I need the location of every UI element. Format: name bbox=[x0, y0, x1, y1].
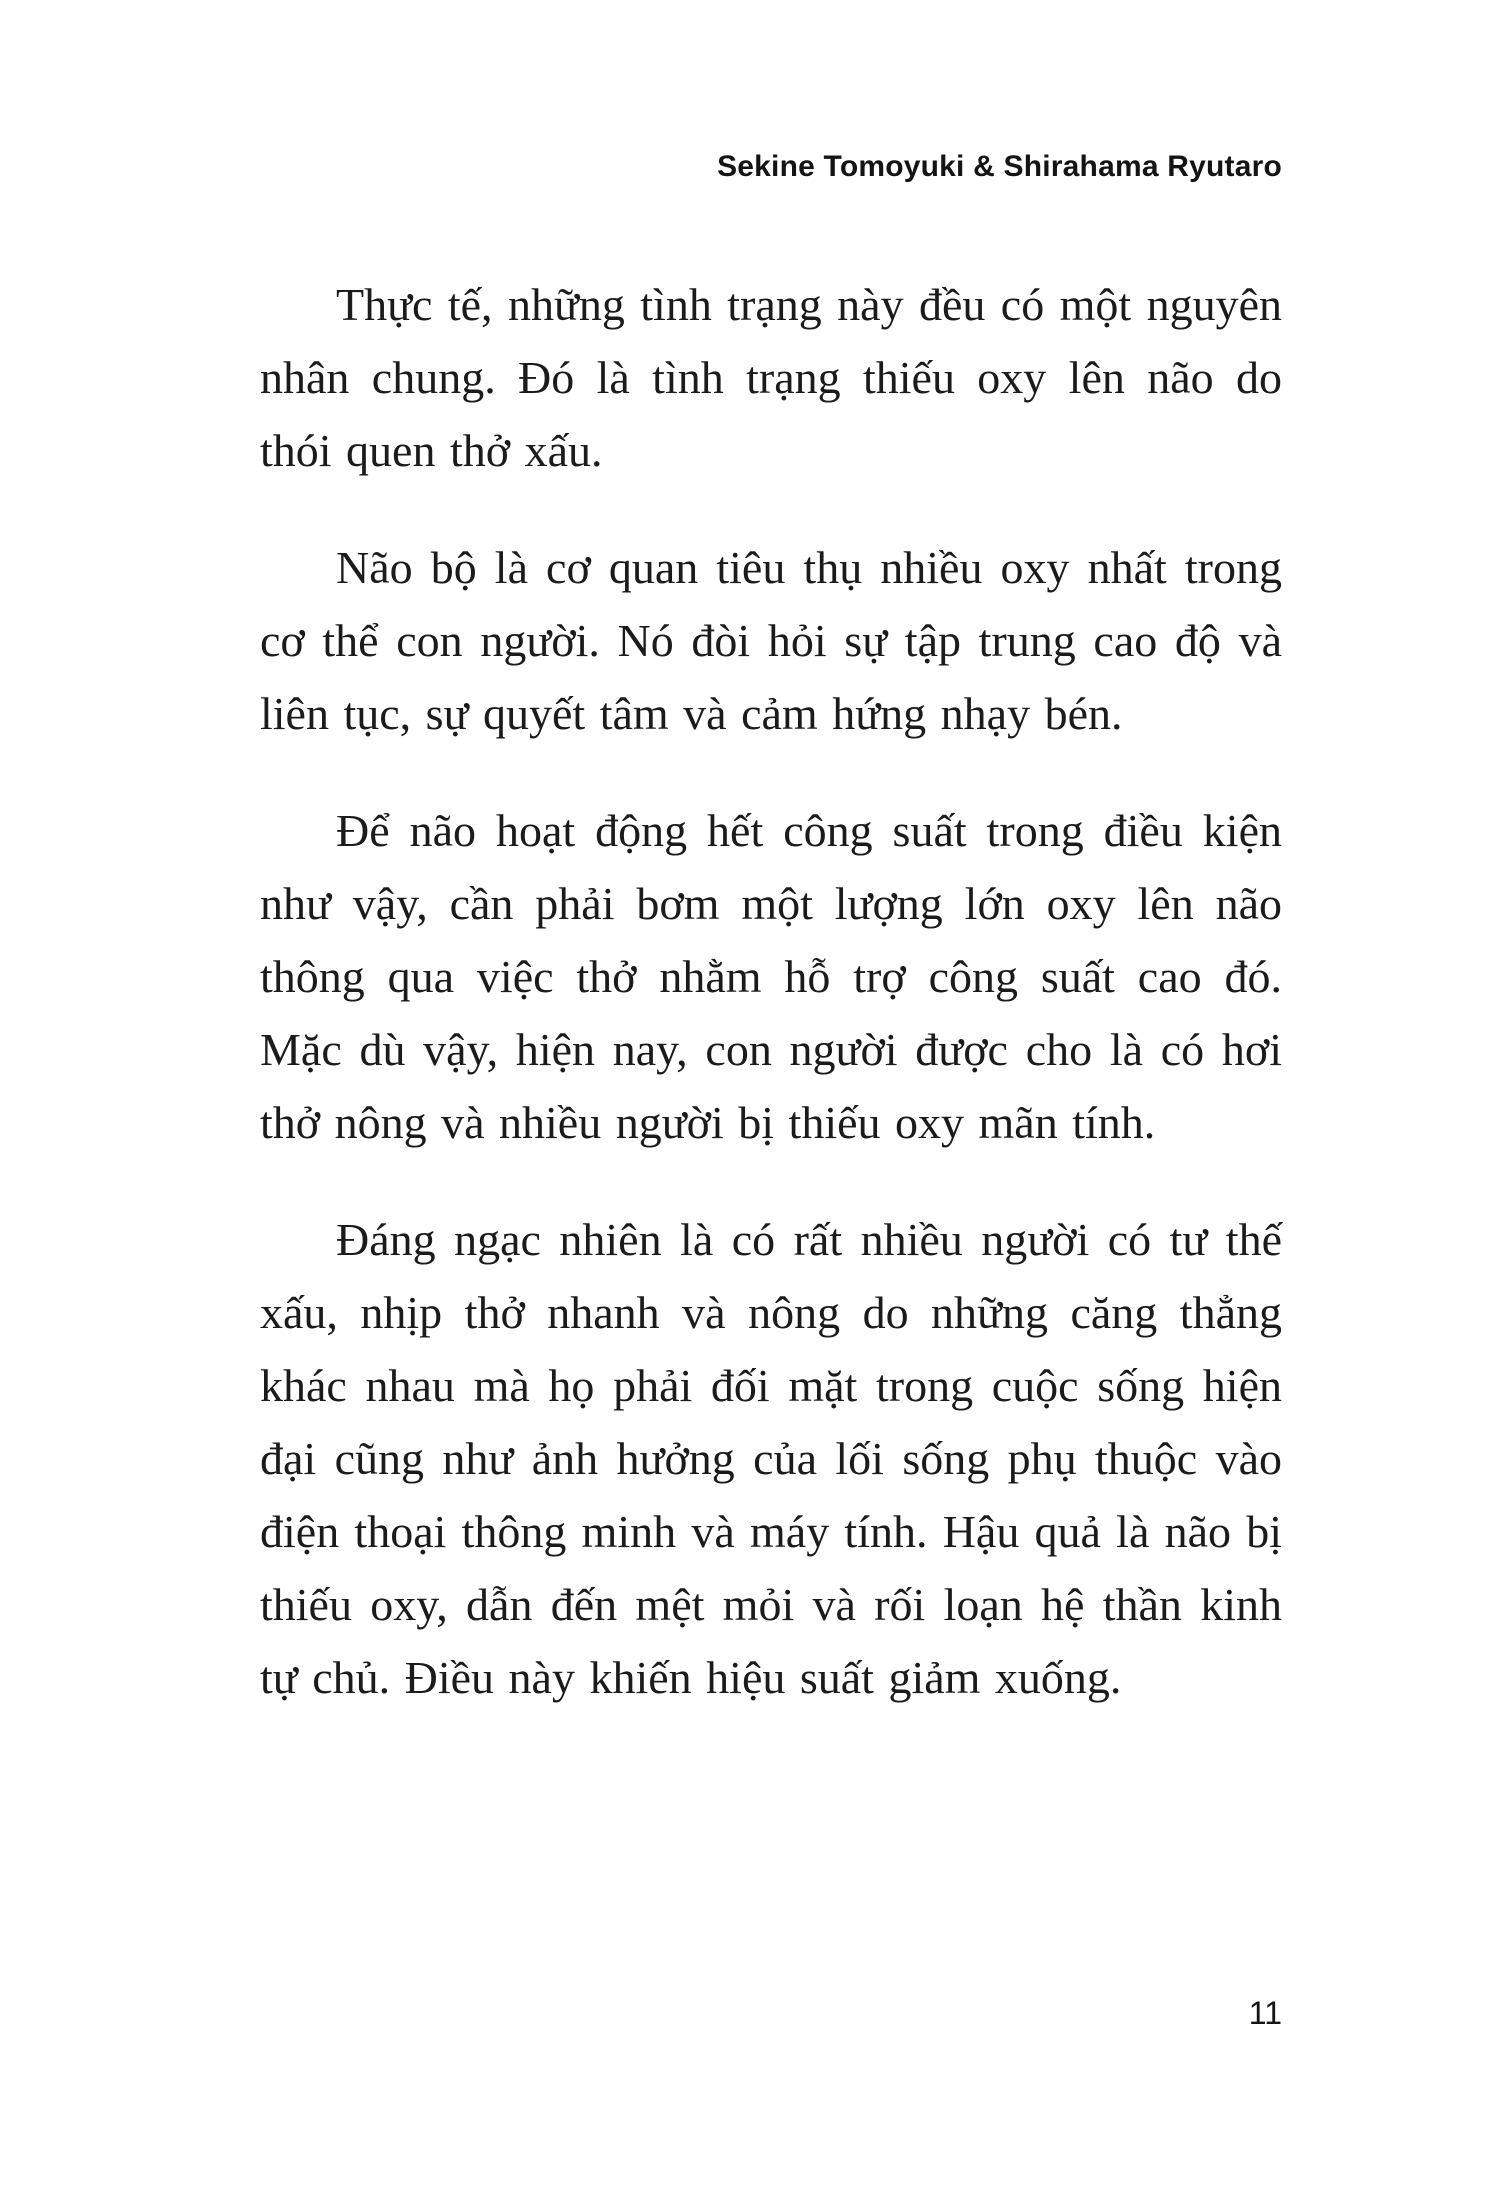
text-column bbox=[260, 150, 1282, 1758]
paragraph: Thực tế, những tình trạng này đều có một nguyên nhân chung. Đó là tình trạng thiếu oxy lên não do thói quen thở xấu. bbox=[260, 279, 1282, 476]
body-text bbox=[260, 268, 1282, 1714]
page-number: 11 bbox=[1248, 1995, 1282, 2031]
paragraph: Để não hoạt động hết công suất trong điều kiện như vậy, cần phải bơm một lượng lớn oxy lên não thông qua việc thở nhằm hỗ trợ công suất cao đó. Mặc dù vậy, hiện nay, con người được cho là có hơi thở nông và nhiều người bị thiếu oxy mãn tính. bbox=[260, 805, 1282, 1148]
running-header-authors: Sekine Tomoyuki & Shirahama Ryutaro bbox=[717, 150, 1282, 183]
paragraph: Đáng ngạc nhiên là có rất nhiều người có tư thế xấu, nhịp thở nhanh và nông do những căng thẳng khác nhau mà họ phải đối mặt trong cuộc sống hiện đại cũng như ảnh hưởng của lối sống phụ thuộc vào điện thoại thông minh và máy tính. Hậu quả là não bị thiếu oxy, dẫn đến mệt mỏi và rối loạn hệ thần kinh tự chủ. Điều này khiến hiệu suất giảm xuống. bbox=[260, 1214, 1282, 1703]
paragraph: Não bộ là cơ quan tiêu thụ nhiều oxy nhất trong cơ thể con người. Nó đòi hỏi sự tập trung cao độ và liên tục, sự quyết tâm và cảm hứng nhạy bén. bbox=[260, 542, 1282, 739]
